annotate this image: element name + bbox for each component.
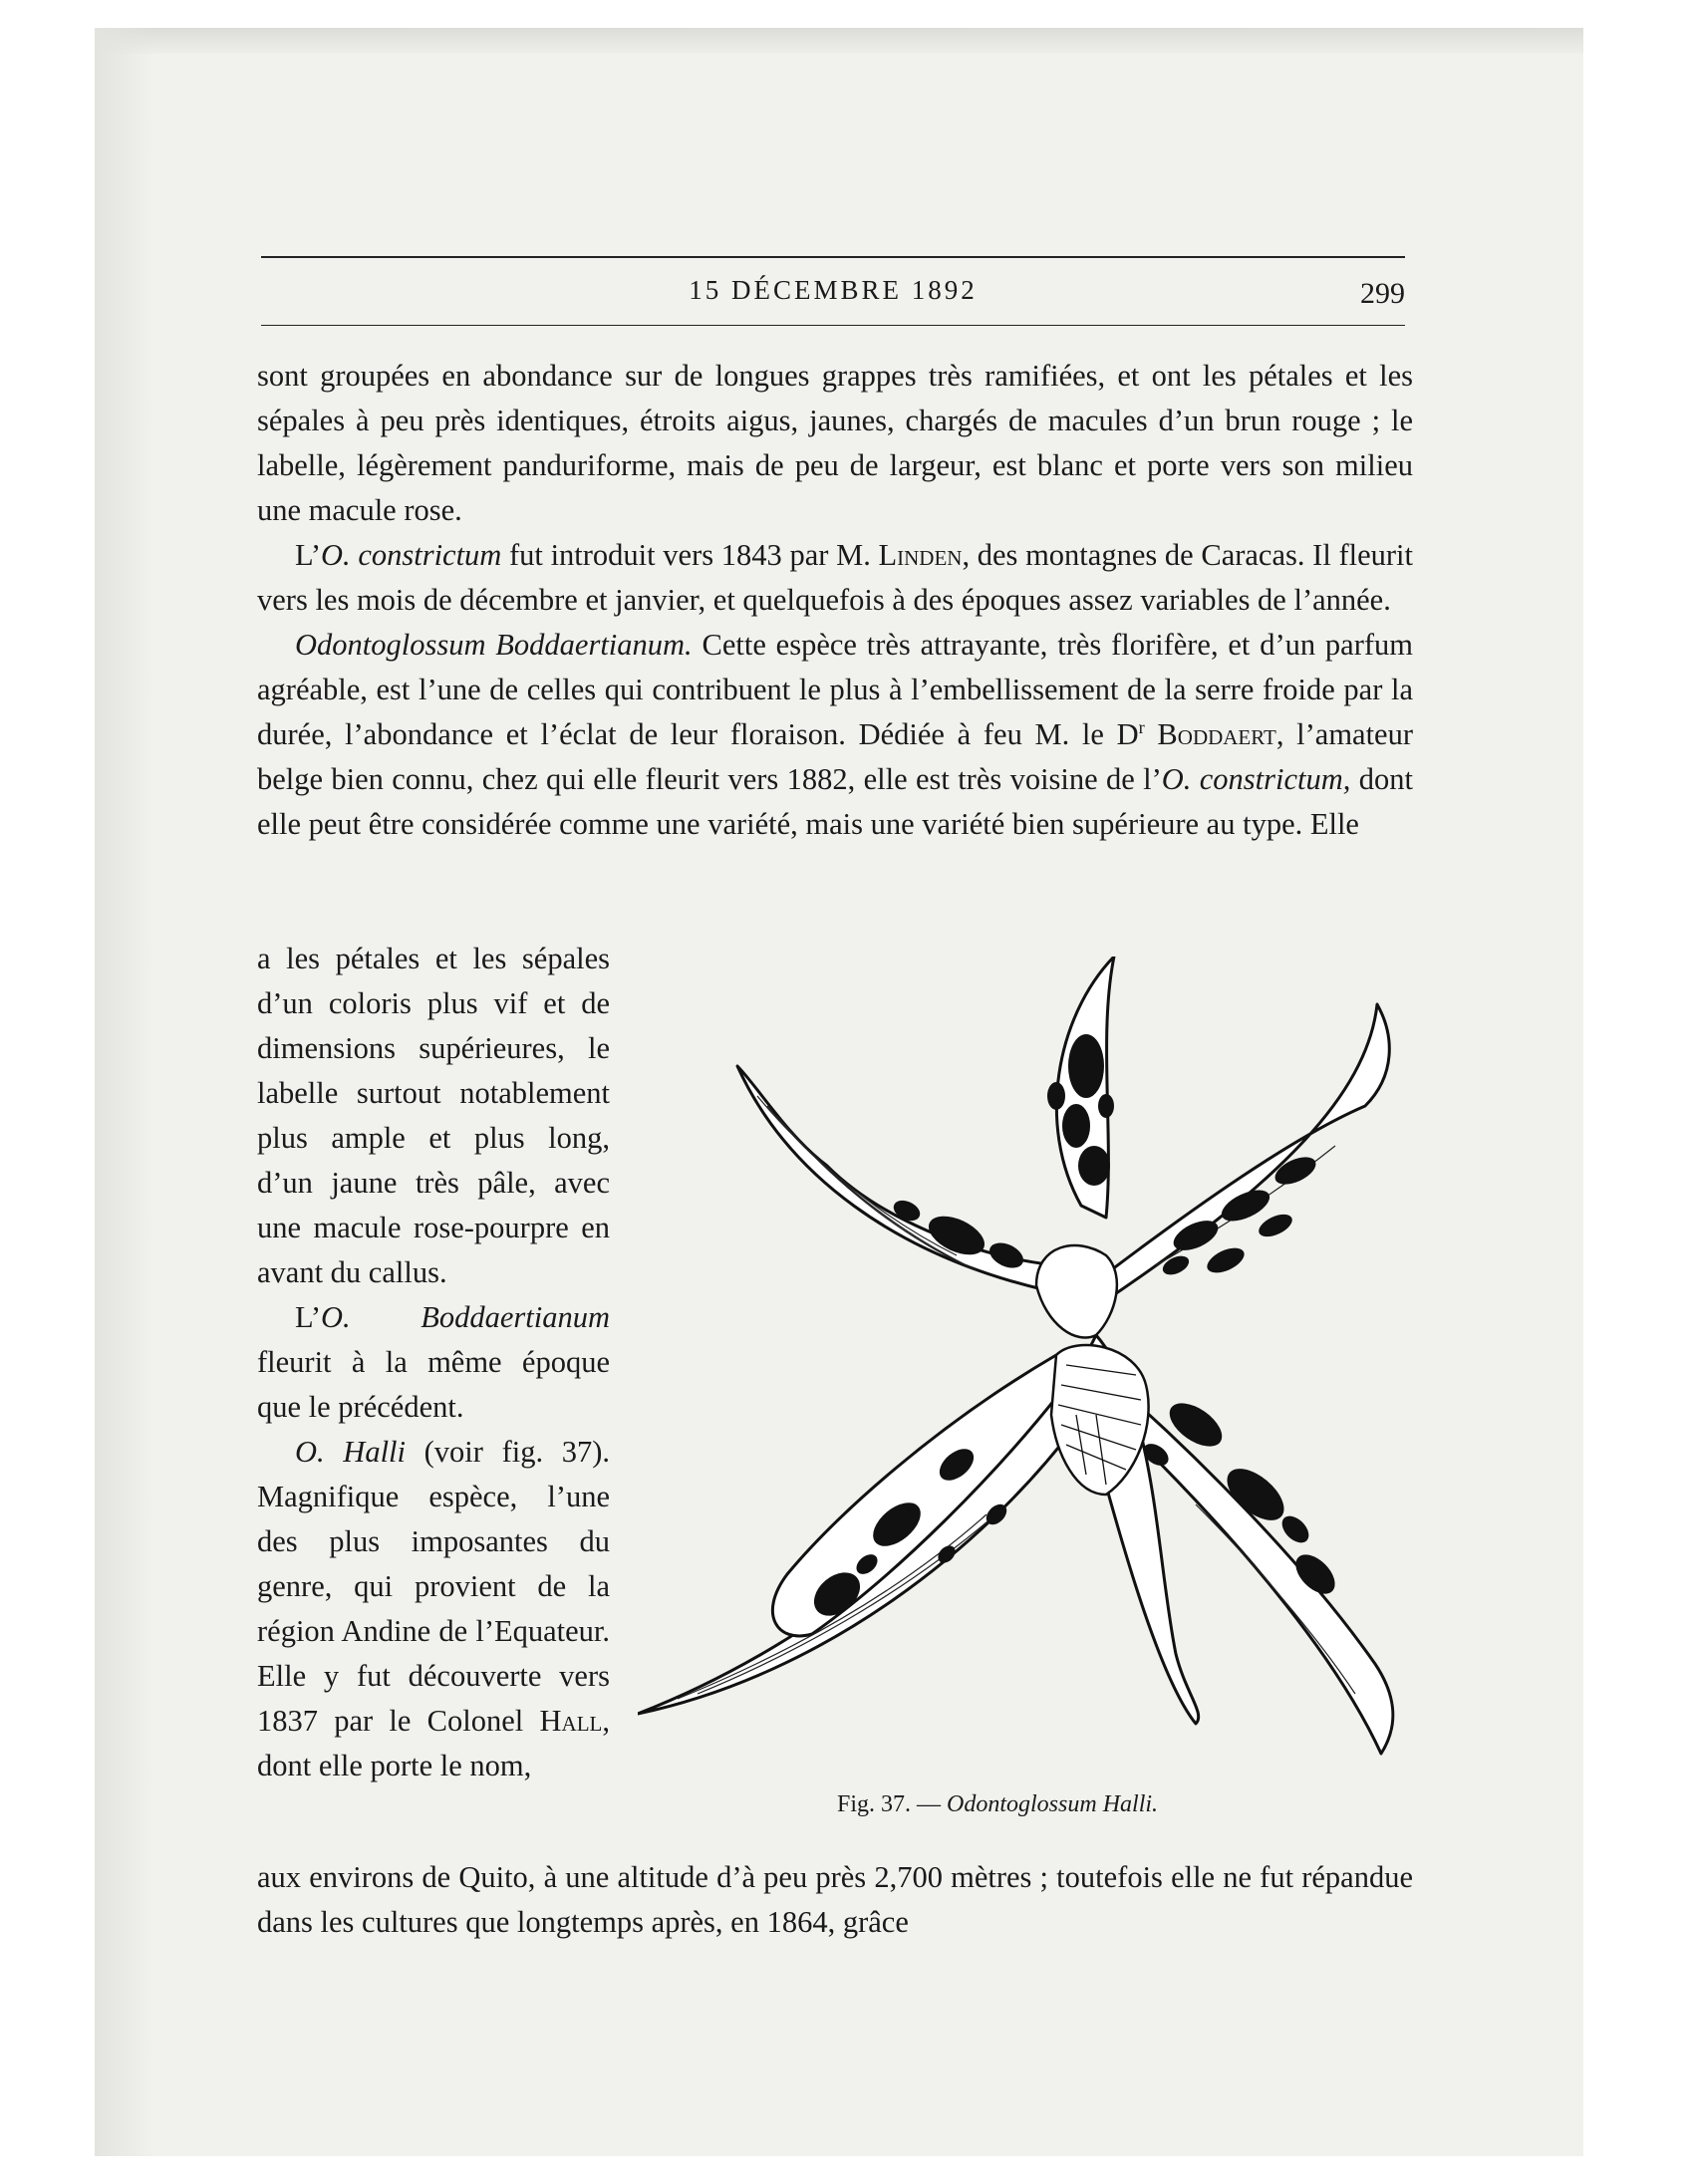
running-head — [261, 275, 1405, 315]
caption-species: Odontoglossum Halli. — [947, 1791, 1159, 1817]
caption-label: Fig. 37. — — [837, 1791, 948, 1817]
paragraph-continuation: sont groupées en abondance sur de longues grappes très ramifiées, et ont les pétales et les sépales à peu près identiques, étroits aigus, jaunes, chargés de macules d’un brun rouge ; le labelle, légèrement panduriforme, mais de peu de largeur, est blanc et porte vers son milieu une macule rose. — [257, 359, 1413, 527]
person-name: Hall — [539, 1704, 603, 1738]
paragraph-halli-cont: aux environs de Quito, à une altitude d’à peu près 2,700 mètres ; toutefois elle ne fut répandue dans les cultures que longtemps après, en 1864, grâce — [257, 1860, 1413, 1939]
person-name: Boddaert — [1144, 717, 1276, 751]
figure-caption — [837, 1791, 1335, 1818]
paragraph-halli — [257, 1430, 610, 1788]
paragraph-flowering — [257, 1295, 610, 1430]
text-fragment: dont elle peut être considérée comme une variété, mais une variété bien supérieure au type. Elle — [257, 762, 1413, 841]
person-name: Linden — [878, 538, 963, 572]
paragraph-boddaertianum — [257, 623, 1413, 847]
main-text-top — [257, 354, 1413, 847]
column — [1036, 1245, 1117, 1338]
text-fragment: Cette espèce très attrayante, très florifère, et d’un parfum agréable, est l’une de celles qui contribuent le plus à l’embellissement de la serre froide par la durée, l’abondance et l’éclat de leur floraison. Dédiée à feu M. le D — [257, 628, 1413, 751]
narrow-text-column — [257, 937, 610, 1788]
header-bottom-rule — [261, 325, 1405, 326]
figure-37 — [638, 956, 1415, 1823]
text-fragment: fut introduit vers 1843 par M. — [501, 538, 879, 572]
main-text-bottom — [257, 1855, 1413, 1945]
text-fragment: L’ — [295, 538, 321, 572]
paragraph-constrictum — [257, 533, 1413, 623]
header-top-rule — [261, 256, 1405, 258]
species-name: O. Boddaertianum — [321, 1300, 610, 1334]
text-fragment: , dont elle porte le nom, — [257, 1704, 610, 1782]
text-fragment: , des montagnes de Caracas. Il fleurit vers les mois de décembre et janvier, et quelquefois à des époques assez variables de l’année. — [257, 538, 1413, 617]
text-fragment: L’ — [295, 1300, 321, 1334]
species-name: O. constrictum, — [1161, 762, 1351, 796]
paragraph-boddaertianum-cont: a les pétales et les sépales d’un coloris plus vif et de dimensions supérieures, le labelle surtout notablement plus ample et plus long, d’un jaune très pâle, avec une macule rose-pourpre en avant du callus. — [257, 942, 610, 1289]
species-name: O. constrictum — [321, 538, 502, 572]
text-fragment: (voir fig. 37). Magnifique espèce, l’une des plus imposantes du genre, qui provient de la région Andine de l’Equateur. Elle y fut découverte vers 1837 par le Colonel — [257, 1435, 610, 1738]
page-number: 299 — [1360, 277, 1405, 310]
orchid-illustration — [638, 956, 1415, 1783]
header-date: 15 DÉCEMBRE 1892 — [689, 275, 978, 305]
text-fragment: , l’amateur belge bien connu, chez qui elle fleurit vers 1882, elle est très voisine de l’ — [257, 717, 1413, 796]
scan-top-edge — [95, 28, 1583, 54]
scan-left-shadow — [95, 28, 154, 2156]
text-fragment: fleurit à la même époque que le précédent. — [257, 1345, 610, 1424]
species-name: O. Halli — [295, 1435, 406, 1469]
superscript: r — [1138, 716, 1145, 737]
species-name: Odontoglossum Boddaertianum. — [295, 628, 693, 662]
